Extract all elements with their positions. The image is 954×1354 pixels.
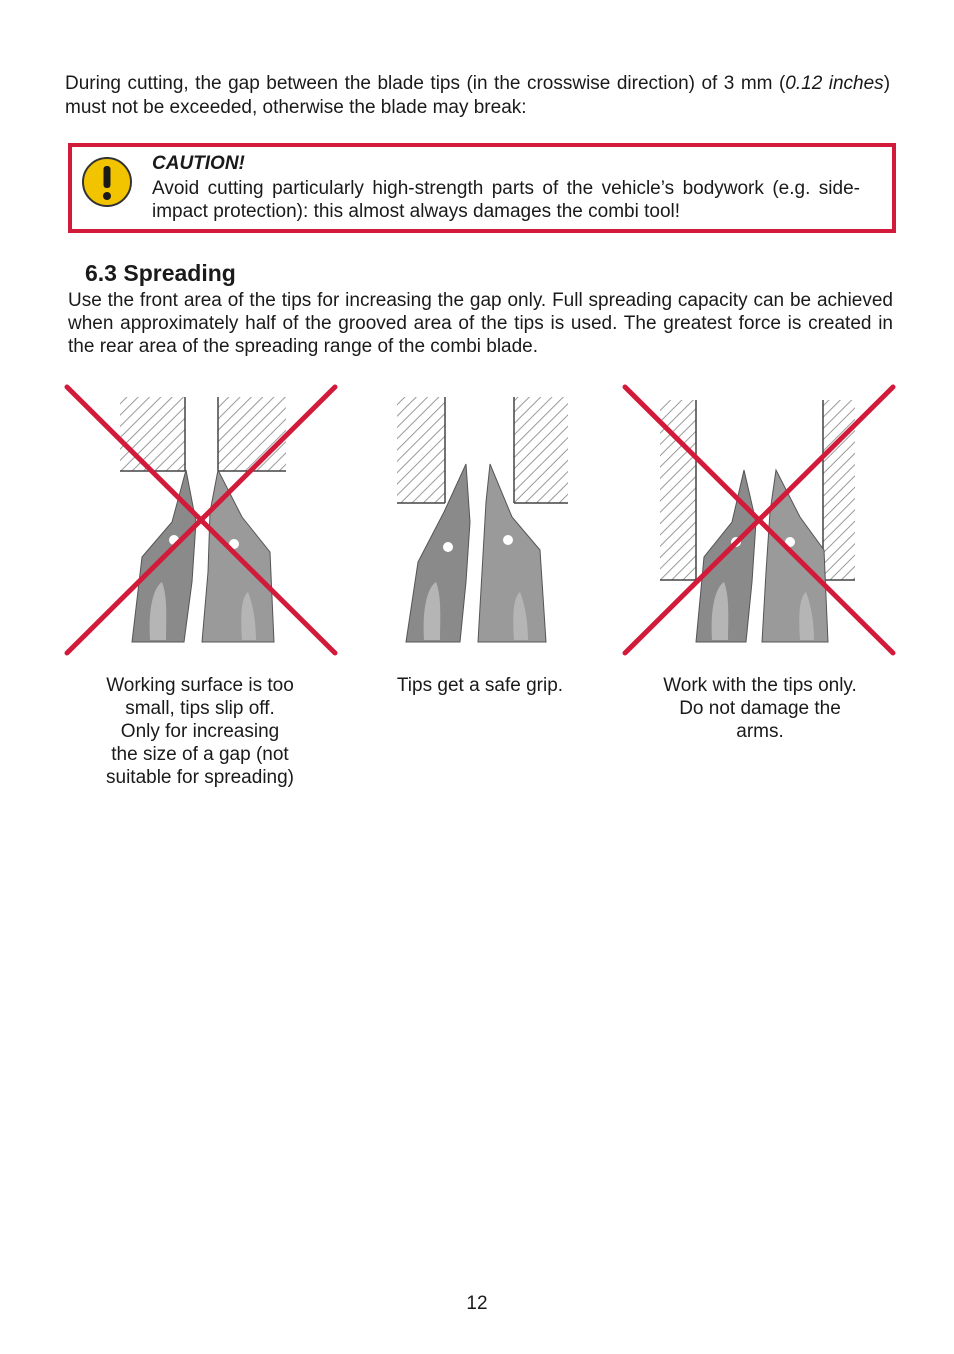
caution-title: CAUTION! <box>152 153 245 174</box>
section-heading: 6.3 Spreading <box>85 260 236 286</box>
caption-figure-1: Working surface is too small, tips slip off. Only for increasing the size of a gap (not suitable for spreading) <box>106 675 294 788</box>
intro-italic-units: 0.12 inches <box>785 73 884 94</box>
caution-box <box>68 143 896 233</box>
figure-tips-only <box>620 382 900 662</box>
blade-illustration <box>620 382 900 662</box>
figure-tips-too-small <box>62 382 342 662</box>
caption-figure-3: Work with the tips only. Do not damage the arms. <box>663 675 857 742</box>
page-number: 12 <box>466 1293 488 1314</box>
figure-safe-grip <box>340 382 620 662</box>
caution-text: Avoid cutting particularly high-strength parts of the vehicle’s bodywork (e.g. side-impact protection): this almost always damages the combi tool! <box>152 178 860 222</box>
exclamation-warning-icon <box>81 156 133 208</box>
caption-figure-2: Tips get a safe grip. <box>396 675 564 696</box>
blade-illustration <box>340 382 620 662</box>
blade-illustration <box>62 382 342 662</box>
spreading-paragraph: Use the front area of the tips for increasing the gap only. Full spreading capacity can be achieved when approximately half of the grooved area of the tips is used. The greatest force is created in the rear area of the spreading range of the combi blade. <box>68 290 893 357</box>
intro-paragraph: During cutting, the gap between the blade tips (in the crosswise direction) of 3 mm (0.12 inches) must not be exceeded, otherwise the blade may break: <box>65 73 891 118</box>
